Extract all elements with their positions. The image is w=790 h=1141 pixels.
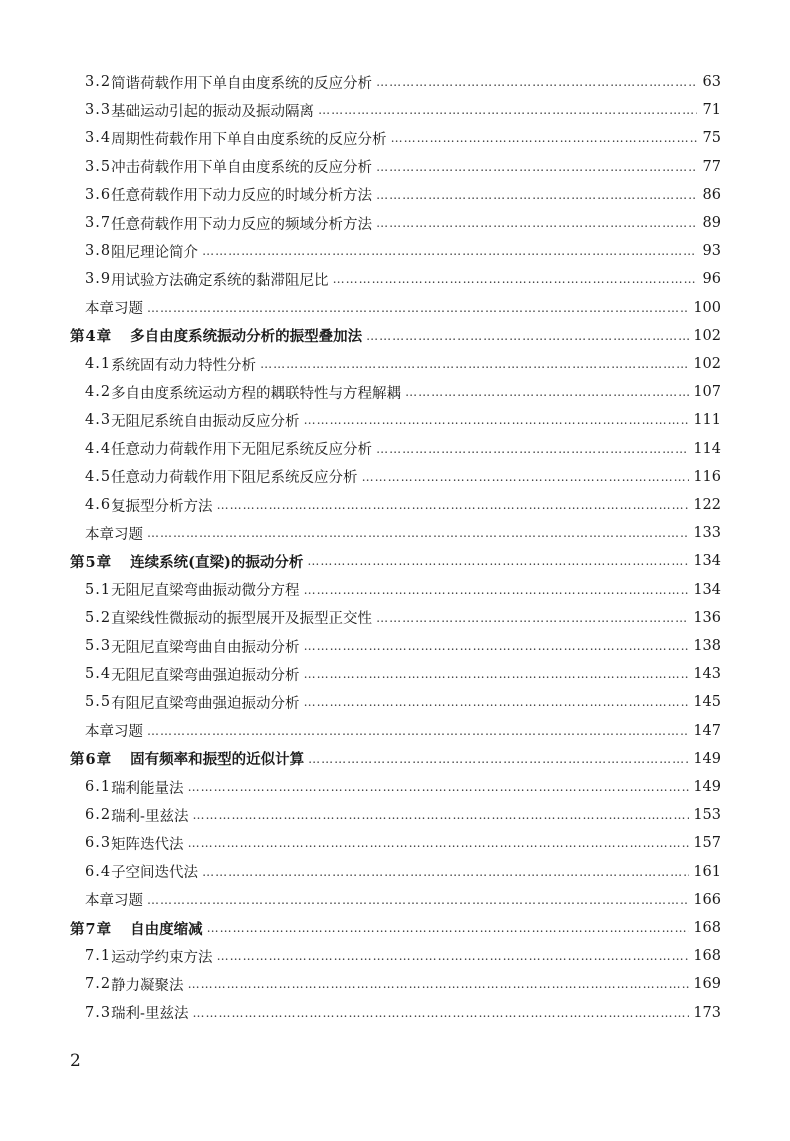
toc-entry-page: 96 [702,271,721,288]
toc-section-entry [85,350,721,378]
toc-entry-title: 系统固有动力特性分析 [111,357,257,374]
toc-section-entry [85,68,721,96]
toc-entry-title: 复振型分析方法 [111,498,213,515]
dot-leader [147,724,689,738]
toc-entry-title: 阻尼理论简介 [111,244,199,261]
toc-entry-page: 136 [693,609,721,626]
toc-entry-page: 93 [702,243,721,260]
dot-leader [376,216,697,230]
toc-entry-title: 本章习题 [85,724,143,741]
toc-entry-number: 3.9 [85,271,112,288]
toc-chapter-entry [70,322,721,350]
toc-section-entry [85,491,721,519]
dot-leader [192,1006,689,1020]
toc-entry-title: 有阻尼直梁弯曲强迫振动分析 [111,695,300,712]
toc-entry-number: 5.4 [85,666,112,683]
toc-section-entry [85,801,721,829]
toc-exercise-entry [85,294,721,322]
toc-entry-page: 168 [693,920,721,936]
toc-entry-title: 简谐荷载作用下单自由度系统的反应分析 [111,75,373,92]
toc-entry-title: 瑞利-里兹法 [111,808,189,825]
toc-entry-number: 5.2 [85,609,112,626]
dot-leader [391,131,697,145]
dot-leader [376,188,697,202]
toc-entry-title: 无阻尼直梁弯曲振动微分方程 [111,583,300,600]
dot-leader [366,329,689,343]
toc-exercise-entry [85,519,721,547]
toc-entry-title: 多自由度系统运动方程的耦联特性与方程解耦 [111,385,402,402]
toc-entry-number: 3.3 [85,102,112,119]
toc-entry-number: 6.4 [85,863,112,880]
toc-entry-page: 77 [702,158,721,175]
toc-entry-page: 75 [702,130,721,147]
toc-entry-page: 133 [693,525,721,542]
toc-section-entry [85,660,721,688]
toc-chapter-entry [70,914,721,942]
toc-entry-title: 无阻尼系统自由振动反应分析 [111,413,300,430]
toc-chapter-entry [70,745,721,773]
toc-entry-title: 任意动力荷载作用下阻尼系统反应分析 [111,470,358,487]
dot-leader [318,103,697,117]
toc-entry-page: 89 [702,215,721,231]
toc-entry-page: 111 [693,412,721,429]
dot-leader [405,385,689,399]
toc-section-entry [85,209,721,237]
toc-entry-title: 任意动力荷载作用下无阻尼系统反应分析 [111,442,373,459]
dot-leader [308,752,689,766]
toc-entry-number: 3.6 [85,186,112,203]
toc-entry-number: 4.1 [85,356,112,372]
toc-entry-number: 5.5 [85,694,112,711]
toc-entry-number: 4.6 [85,497,112,513]
dot-leader [192,808,689,822]
dot-leader [147,893,689,907]
dot-leader [376,611,689,625]
toc-entry-title: 连续系统(直梁)的振动分析 [130,553,304,571]
toc-entry-page: 102 [693,356,721,372]
toc-entry-title: 用试验方法确定系统的黏滞阻尼比 [111,272,329,289]
toc-entry-number: 第4章 [70,328,113,346]
toc-entry-number: 6.2 [85,807,112,824]
toc-entry-title: 静力凝聚法 [111,977,184,994]
toc-entry-number: 第5章 [70,553,113,571]
toc-entry-title: 运动学约束方法 [111,949,213,966]
toc-section-entry [85,970,721,998]
toc-entry-title: 任意荷载作用下动力反应的频域分析方法 [111,216,373,233]
toc-entry-page: 138 [693,638,721,654]
dot-leader [333,272,697,286]
dot-leader [362,470,690,484]
toc-entry-title: 本章习题 [85,301,143,318]
toc-entry-title: 周期性荷载作用下单自由度系统的反应分析 [111,131,387,148]
toc-entry-page: 149 [693,750,721,767]
dot-leader [188,977,690,991]
toc-entry-page: 63 [702,74,721,90]
toc-entry-page: 134 [693,581,721,598]
toc-entry-number: 5.3 [85,638,112,654]
toc-entry-title: 直梁线性微振动的振型展开及振型正交性 [111,611,373,628]
dot-leader [376,442,689,456]
toc-entry-page: 157 [693,835,721,852]
toc-entry-number: 第7章 [70,920,113,938]
toc-entry-number: 4.2 [85,384,112,401]
toc-entry-page: 143 [693,666,721,683]
toc-entry-page: 168 [693,948,721,965]
toc-entry-number: 4.4 [85,440,112,457]
toc-section-entry [85,858,721,886]
toc-entry-page: 145 [693,694,721,711]
toc-section-entry [85,688,721,716]
dot-leader [202,244,697,258]
toc-entry-title: 无阻尼直梁弯曲强迫振动分析 [111,667,300,684]
dot-leader [376,160,697,174]
page-number: 2 [70,1051,81,1071]
toc-entry-page: 86 [702,186,721,203]
toc-section-entry [85,181,721,209]
toc-section-entry [85,153,721,181]
toc-entry-title: 瑞利-里兹法 [111,1006,189,1023]
toc-entry-title: 固有频率和振型的近似计算 [130,751,305,769]
toc-entry-number: 3.7 [85,215,112,231]
toc-entry-page: 100 [693,299,721,316]
toc-entry-page: 116 [693,468,721,485]
toc-section-entry [85,829,721,857]
toc-entry-number: 3.4 [85,130,112,147]
toc-entry-page: 71 [702,102,721,119]
dot-leader [188,780,690,794]
toc-entry-title: 多自由度系统振动分析的振型叠加法 [130,328,363,346]
toc-entry-number: 3.5 [85,158,112,175]
dot-leader [304,695,690,709]
toc-entry-page: 166 [693,891,721,908]
toc-entry-title: 瑞利能量法 [111,780,184,797]
dot-leader [376,75,697,89]
toc-entry-title: 无阻尼直梁弯曲自由振动分析 [111,639,300,656]
toc-entry-page: 169 [693,976,721,993]
toc-entry-number: 7.1 [85,948,112,965]
toc-section-entry [85,999,721,1027]
dot-leader [147,526,689,540]
toc-chapter-entry [70,547,721,575]
toc-section-entry [85,265,721,293]
dot-leader [207,921,690,935]
toc-section-entry [85,463,721,491]
toc-section-entry [85,237,721,265]
toc-entry-number: 3.2 [85,74,112,90]
toc-entry-title: 子空间迭代法 [111,865,199,882]
toc-entry-page: 147 [693,722,721,739]
toc-entry-title: 本章习题 [85,526,143,543]
dot-leader [304,639,690,653]
toc-entry-title: 基础运动引起的振动及振动隔离 [111,103,315,120]
dot-leader [188,836,690,850]
toc-entry-number: 4.5 [85,468,112,485]
toc-entry-number: 7.2 [85,976,112,993]
toc-entry-page: 134 [693,553,721,570]
toc-section-entry [85,604,721,632]
toc-entry-number: 第6章 [70,751,113,769]
dot-leader [147,301,689,315]
toc-section-entry [85,378,721,406]
dot-leader [304,413,690,427]
dot-leader [307,554,689,568]
toc-entry-page: 102 [693,327,721,344]
toc-entry-title: 任意荷载作用下动力反应的时域分析方法 [111,188,373,205]
toc-section-entry [85,435,721,463]
toc-section-entry [85,406,721,434]
toc-exercise-entry [85,886,721,914]
toc-section-entry [85,942,721,970]
toc-section-entry [85,576,721,604]
toc-section-entry [85,773,721,801]
toc-entry-page: 122 [693,497,721,513]
toc-entry-title: 矩阵迭代法 [111,836,184,853]
toc-entry-number: 3.8 [85,243,112,260]
toc-entry-page: 114 [693,440,721,457]
toc-exercise-entry [85,717,721,745]
toc-entry-number: 7.3 [85,1004,112,1021]
toc-section-entry [85,124,721,152]
toc-entry-page: 173 [693,1004,721,1021]
toc-entry-title: 本章习题 [85,893,143,910]
toc-section-entry [85,632,721,660]
toc-entry-page: 161 [693,863,721,880]
toc-entry-title: 冲击荷载作用下单自由度系统的反应分析 [111,160,373,177]
toc-entry-number: 5.1 [85,581,112,598]
toc-entry-number: 6.1 [85,779,112,795]
dot-leader [304,667,690,681]
toc-entry-title: 自由度缩减 [130,920,203,938]
toc-entry-page: 107 [693,384,721,401]
toc-section-entry [85,96,721,124]
toc-entry-page: 149 [693,779,721,795]
dot-leader [217,498,690,512]
dot-leader [260,357,689,371]
dot-leader [304,583,690,597]
dot-leader [202,865,689,879]
toc-entry-number: 4.3 [85,412,112,429]
dot-leader [217,949,690,963]
toc-entry-number: 6.3 [85,835,112,852]
toc-entry-page: 153 [693,807,721,824]
